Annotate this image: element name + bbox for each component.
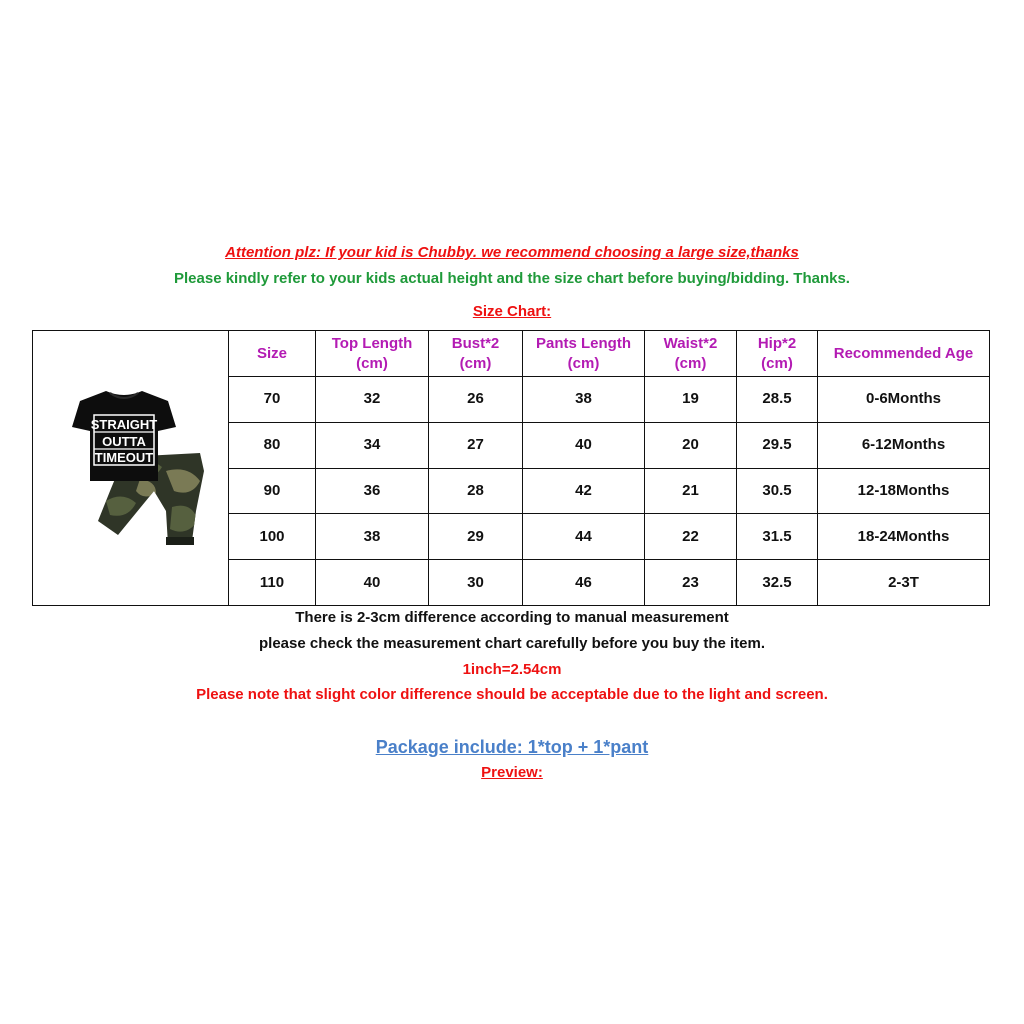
preview-label: Preview: — [481, 764, 543, 781]
cell-hip: 32.5 — [737, 560, 818, 606]
cell-waist: 19 — [645, 377, 737, 423]
header-pants-length: Pants Length (cm) — [523, 331, 645, 377]
color-difference-note: Please note that slight color difference should be acceptable due to the light and screen. — [196, 686, 828, 703]
cell-size: 70 — [229, 377, 316, 423]
cell-size: 110 — [229, 560, 316, 606]
cell-size: 100 — [229, 514, 316, 560]
cell-top-length: 38 — [316, 514, 429, 560]
inch-conversion-note: 1inch=2.54cm — [462, 661, 562, 678]
cell-waist: 20 — [645, 422, 737, 468]
attention-notice: Attention plz: If your kid is Chubby. we recommend choosing a large size,thanks — [225, 244, 799, 261]
cell-pants-length: 44 — [523, 514, 645, 560]
header-size: Size — [229, 331, 316, 377]
cell-top-length: 34 — [316, 422, 429, 468]
size-chart-table — [32, 330, 990, 606]
cell-pants-length: 42 — [523, 468, 645, 514]
cell-size: 80 — [229, 422, 316, 468]
cell-hip: 29.5 — [737, 422, 818, 468]
header-hip: Hip*2 (cm) — [737, 331, 818, 377]
cell-top-length: 36 — [316, 468, 429, 514]
cell-hip: 30.5 — [737, 468, 818, 514]
sizing-advice: Please kindly refer to your kids actual height and the size chart before buying/bidding. Thanks. — [174, 270, 850, 287]
header-top-length: Top Length (cm) — [316, 331, 429, 377]
cell-pants-length: 38 — [523, 377, 645, 423]
cell-bust: 29 — [429, 514, 523, 560]
tshirt-icon — [72, 387, 176, 483]
pants-cuff — [166, 537, 194, 545]
header-recommended-age: Recommended Age — [818, 331, 990, 377]
cell-age: 18-24Months — [818, 514, 990, 560]
cell-waist: 23 — [645, 560, 737, 606]
cell-hip: 31.5 — [737, 514, 818, 560]
cell-age: 6-12Months — [818, 422, 990, 468]
check-chart-note: please check the measurement chart carefully before you buy the item. — [258, 635, 765, 652]
print-line-2: OUTTA — [101, 434, 146, 449]
cell-bust: 27 — [429, 422, 523, 468]
header-bust: Bust*2 (cm) — [429, 331, 523, 377]
cell-age: 0-6Months — [818, 377, 990, 423]
cell-age: 2-3T — [818, 560, 990, 606]
cell-pants-length: 46 — [523, 560, 645, 606]
size-chart-title: Size Chart: — [472, 303, 552, 320]
cell-bust: 28 — [429, 468, 523, 514]
measurement-difference-note: There is 2-3cm difference according to manual measurement — [295, 609, 729, 626]
cell-age: 12-18Months — [818, 468, 990, 514]
cell-bust: 30 — [429, 560, 523, 606]
print-line-3: TIMEOUT — [94, 450, 153, 465]
print-line-1: STRAIGHT — [90, 417, 157, 432]
package-contents: Package include: 1*top + 1*pant — [375, 737, 649, 757]
product-image-cell — [33, 331, 229, 606]
cell-waist: 21 — [645, 468, 737, 514]
product-image — [56, 383, 206, 553]
table-header-row — [33, 331, 990, 377]
cell-waist: 22 — [645, 514, 737, 560]
cell-top-length: 32 — [316, 377, 429, 423]
cell-top-length: 40 — [316, 560, 429, 606]
cell-hip: 28.5 — [737, 377, 818, 423]
cell-bust: 26 — [429, 377, 523, 423]
cell-pants-length: 40 — [523, 422, 645, 468]
header-waist: Waist*2 (cm) — [645, 331, 737, 377]
cell-size: 90 — [229, 468, 316, 514]
